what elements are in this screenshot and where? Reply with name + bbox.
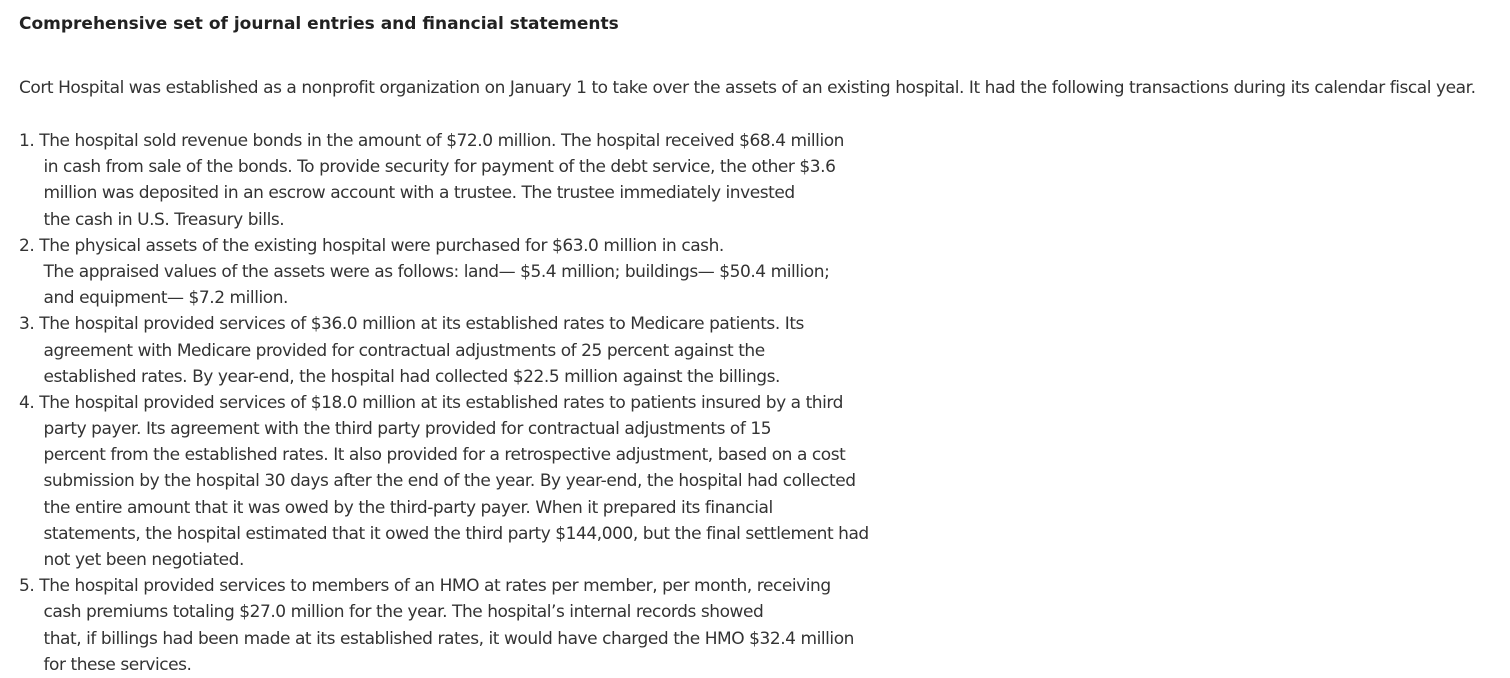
transaction-list (19, 128, 869, 678)
transaction-line: agreement with Medicare provided for contractual adjustments of 25 percent against the (43, 340, 765, 361)
transaction-line: 1. The hospital sold revenue bonds in the amount of $72.0 million. The hospital received $68.4 million (19, 131, 844, 151)
transaction-line: that, if billings had been made at its established rates, it would have charged the HMO $32.4 million (43, 628, 854, 649)
transaction-line: 5. The hospital provided services to members of an HMO at rates per member, per month, receiving (19, 576, 831, 597)
transaction-line: 2. The physical assets of the existing hospital were purchased for $63.0 million in cash. (19, 235, 724, 256)
page-title: Comprehensive set of journal entries and financial statements (19, 14, 619, 34)
transaction-line: established rates. By year-end, the hospital had collected $22.5 million against the billings. (43, 366, 780, 387)
transaction-line: the entire amount that it was owed by the third-party payer. When it prepared its financial (43, 497, 773, 518)
transaction-line: the cash in U.S. Treasury bills. (43, 209, 285, 230)
transaction-item (19, 573, 869, 678)
transaction-line: not yet been negotiated. (43, 550, 244, 570)
transaction-line: and equipment— $7.2 million. (43, 288, 288, 309)
transaction-line: The appraised values of the assets were as follows: land— $5.4 million; buildings— $50.4 million; (43, 261, 830, 282)
transaction-line: million was deposited in an escrow account with a trustee. The trustee immediately invested (43, 183, 795, 204)
transaction-line: submission by the hospital 30 days after the end of the year. By year-end, the hospital had collected (43, 471, 856, 492)
transaction-line: percent from the established rates. It also provided for a retrospective adjustment, based on a cost (43, 445, 846, 466)
intro-paragraph: Cort Hospital was established as a nonprofit organization on January 1 to take over the assets of an existing hospital. It had the following transactions during its calendar fiscal year. (19, 78, 1476, 98)
transaction-line: party payer. Its agreement with the third party provided for contractual adjustments of 15 (43, 419, 772, 440)
transaction-line: statements, the hospital estimated that it owed the third party $144,000, but the final settlement had (43, 523, 869, 544)
transaction-item (19, 311, 869, 390)
transaction-item (19, 128, 869, 233)
transaction-item (19, 390, 869, 573)
transaction-line: cash premiums totaling $27.0 million for the year. The hospital’s internal records showed (43, 602, 764, 623)
transaction-line: 3. The hospital provided services of $36.0 million at its established rates to Medicare patients. Its (19, 314, 804, 335)
transaction-item (19, 233, 869, 312)
transaction-line: for these services. (43, 654, 192, 675)
transaction-line: 4. The hospital provided services of $18.0 million at its established rates to patients insured by a third (19, 392, 843, 413)
transaction-line: in cash from sale of the bonds. To provide security for payment of the debt service, the other $3.6 (43, 157, 836, 178)
